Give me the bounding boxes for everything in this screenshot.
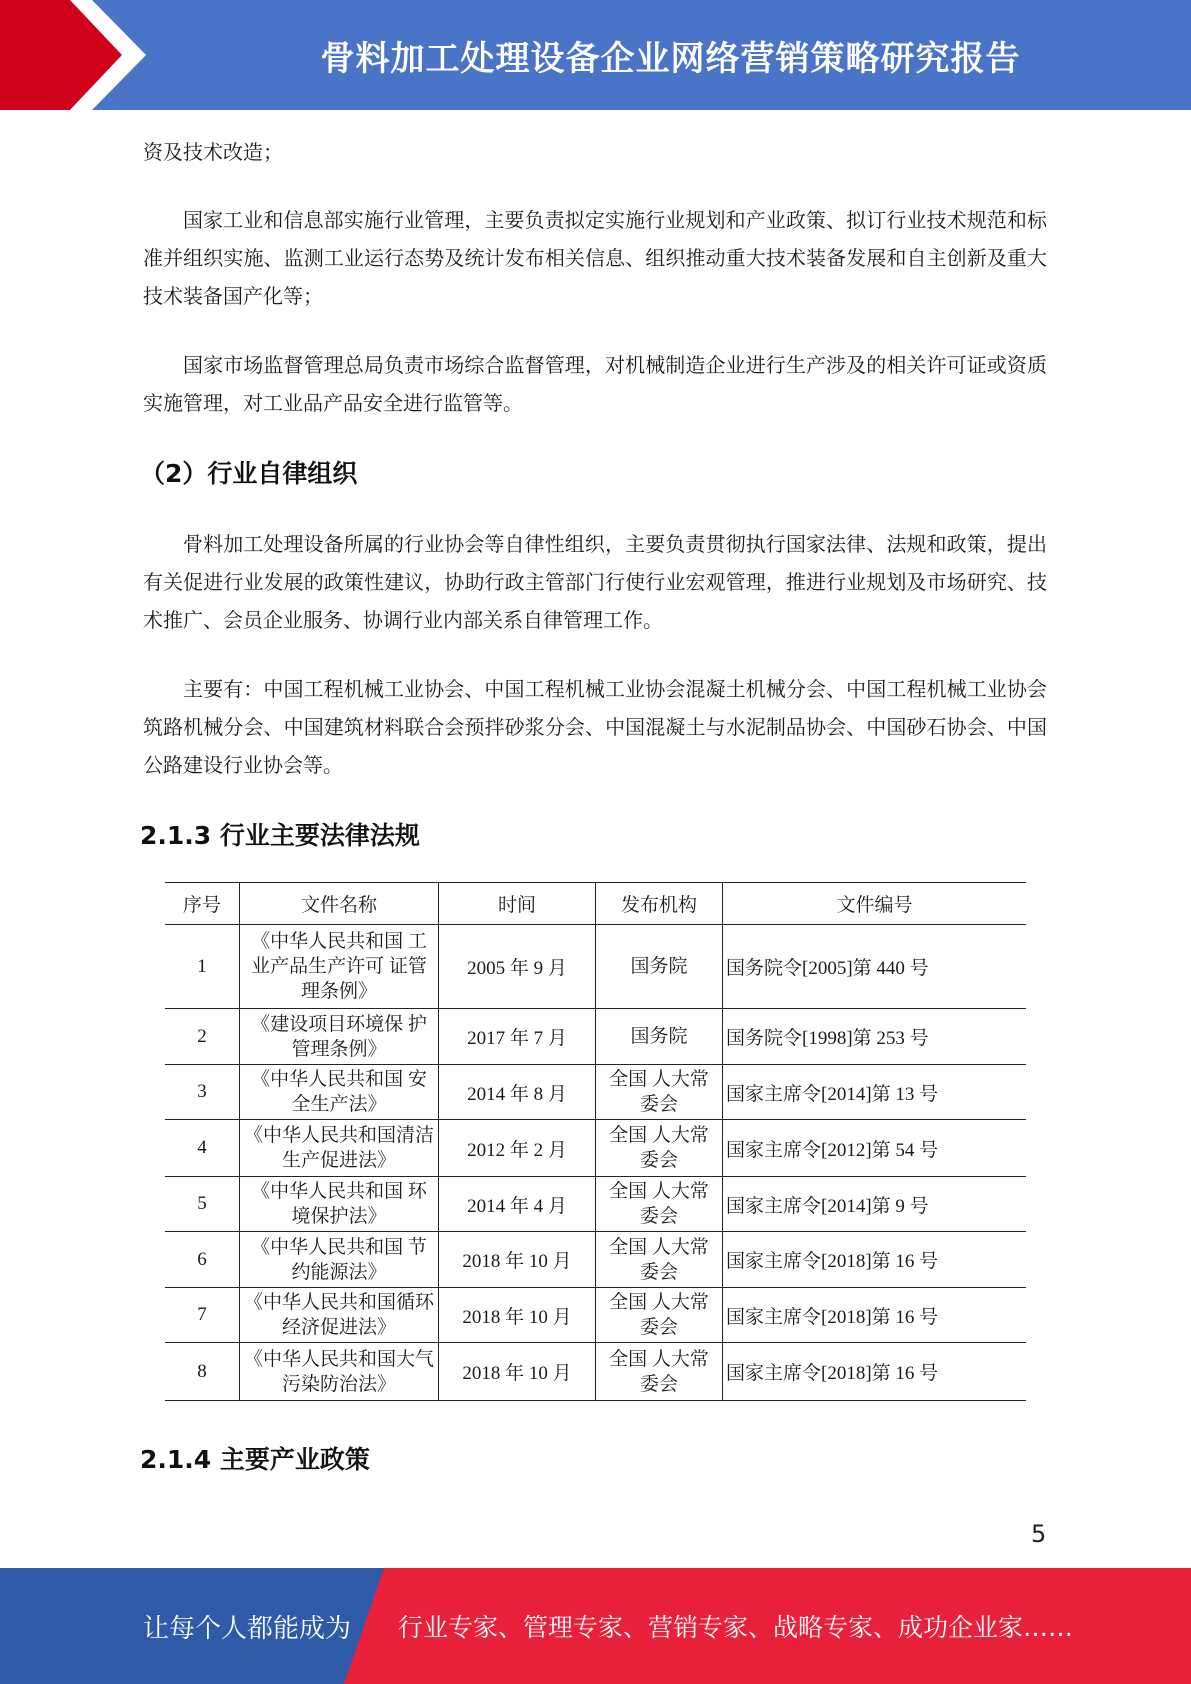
cell-time: 2018 年 10 月 xyxy=(439,1288,596,1343)
cell-issuer: 国务院 xyxy=(596,1009,723,1065)
column-header-time: 时间 xyxy=(439,883,596,925)
column-header-index: 序号 xyxy=(165,883,240,925)
cell-name: 《中华人民共和国 安全生产法》 xyxy=(240,1065,439,1120)
cell-issuer: 全国 人大常委会 xyxy=(596,1065,723,1120)
cell-code: 国务院令[1998]第 253 号 xyxy=(723,1009,1027,1065)
cell-issuer: 全国 人大常委会 xyxy=(596,1177,723,1232)
cell-time: 2014 年 8 月 xyxy=(439,1065,596,1120)
cell-name: 《中华人民共和国 环境保护法》 xyxy=(240,1177,439,1232)
table-row xyxy=(165,1009,1026,1065)
page-header xyxy=(0,0,1191,110)
section-heading-self-regulation: （2）行业自律组织 xyxy=(140,459,358,488)
cell-index: 7 xyxy=(165,1288,240,1343)
report-title: 骨料加工处理设备企业网络营销策略研究报告 xyxy=(320,38,1021,79)
section-heading-policies: 2.1.4 主要产业政策 xyxy=(140,1445,370,1474)
cell-name: 《中华人民共和国 节约能源法》 xyxy=(240,1232,439,1288)
cell-time: 2012 年 2 月 xyxy=(439,1120,596,1177)
paragraph-samr: 国家市场监督管理总局负责市场综合监督管理，对机械制造企业进行生产涉及的相关许可证或资质实施管理，对工业品产品安全进行监管等。 xyxy=(143,355,1047,415)
cell-code: 国家主席令[2012]第 54 号 xyxy=(723,1120,1027,1177)
cell-issuer: 全国 人大常委会 xyxy=(596,1288,723,1343)
cell-issuer: 全国 人大常委会 xyxy=(596,1120,723,1177)
cell-code: 国务院令[2005]第 440 号 xyxy=(723,925,1027,1009)
cell-name: 《建设项目环境保 护管理条例》 xyxy=(240,1009,439,1065)
page-footer xyxy=(0,1568,1191,1684)
cell-name: 《中华人民共和国清洁生产促进法》 xyxy=(240,1120,439,1177)
table-row xyxy=(165,1065,1026,1120)
table-row xyxy=(165,925,1026,1009)
cell-index: 2 xyxy=(165,1009,240,1065)
table-header-row xyxy=(165,883,1026,925)
cell-name: 《中华人民共和国大气污染防治法》 xyxy=(240,1343,439,1401)
cell-name: 《中华人民共和国循环经济促进法》 xyxy=(240,1288,439,1343)
table-row xyxy=(165,1288,1026,1343)
column-header-issuer: 发布机构 xyxy=(596,883,723,925)
column-header-name: 文件名称 xyxy=(240,883,439,925)
footer-slogan-left: 让每个人都能成为 xyxy=(143,1613,352,1644)
cell-issuer: 全国 人大常委会 xyxy=(596,1343,723,1401)
column-header-code: 文件编号 xyxy=(723,883,1027,925)
paragraph-miit: 国家工业和信息部实施行业管理，主要负责拟定实施行业规划和产业政策、拟订行业技术规范和标准并组织实施、监测工业运行态势及统计发布相关信息、组织推动重大技术装备发展和自主创新及重大技术装备国产化等； xyxy=(143,210,1047,308)
cell-time: 2014 年 4 月 xyxy=(439,1177,596,1232)
cell-time: 2018 年 10 月 xyxy=(439,1232,596,1288)
cell-code: 国家主席令[2018]第 16 号 xyxy=(723,1288,1027,1343)
cell-time: 2018 年 10 月 xyxy=(439,1343,596,1401)
table-row xyxy=(165,1177,1026,1232)
cell-index: 3 xyxy=(165,1065,240,1120)
footer-slogan-right: 行业专家、管理专家、营销专家、战略专家、成功企业家…… xyxy=(398,1613,1074,1642)
laws-table xyxy=(165,882,1026,1401)
paragraph-associations-list: 主要有：中国工程机械工业协会、中国工程机械工业协会混凝土机械分会、中国工程机械工业协会筑路机械分会、中国建筑材料联合会预拌砂浆分会、中国混凝土与水泥制品协会、中国砂石协会、中国公路建设行业协会等。 xyxy=(143,679,1047,777)
cell-code: 国家主席令[2018]第 16 号 xyxy=(723,1343,1027,1401)
table-row xyxy=(165,1343,1026,1401)
table-row xyxy=(165,1232,1026,1288)
section-heading-laws: 2.1.3 行业主要法律法规 xyxy=(140,821,420,850)
cell-time: 2005 年 9 月 xyxy=(439,925,596,1009)
paragraph-continuation: 资及技术改造； xyxy=(143,142,283,164)
cell-issuer: 国务院 xyxy=(596,925,723,1009)
cell-issuer: 全国 人大常委会 xyxy=(596,1232,723,1288)
paragraph-associations-role: 骨料加工处理设备所属的行业协会等自律性组织，主要负责贯彻执行国家法律、法规和政策，提出有关促进行业发展的政策性建议，协助行政主管部门行使行业宏观管理，推进行业规划及市场研究、技术推广、会员企业服务、协调行业内部关系自律管理工作。 xyxy=(143,534,1047,632)
cell-index: 6 xyxy=(165,1232,240,1288)
table-row xyxy=(165,1120,1026,1177)
cell-index: 4 xyxy=(165,1120,240,1177)
cell-index: 8 xyxy=(165,1343,240,1401)
cell-code: 国家主席令[2014]第 9 号 xyxy=(723,1177,1027,1232)
page-number: 5 xyxy=(1031,1520,1047,1548)
cell-time: 2017 年 7 月 xyxy=(439,1009,596,1065)
cell-code: 国家主席令[2014]第 13 号 xyxy=(723,1065,1027,1120)
cell-index: 1 xyxy=(165,925,240,1009)
cell-code: 国家主席令[2018]第 16 号 xyxy=(723,1232,1027,1288)
cell-index: 5 xyxy=(165,1177,240,1232)
cell-name: 《中华人民共和国 工业产品生产许可 证管理条例》 xyxy=(240,925,439,1009)
